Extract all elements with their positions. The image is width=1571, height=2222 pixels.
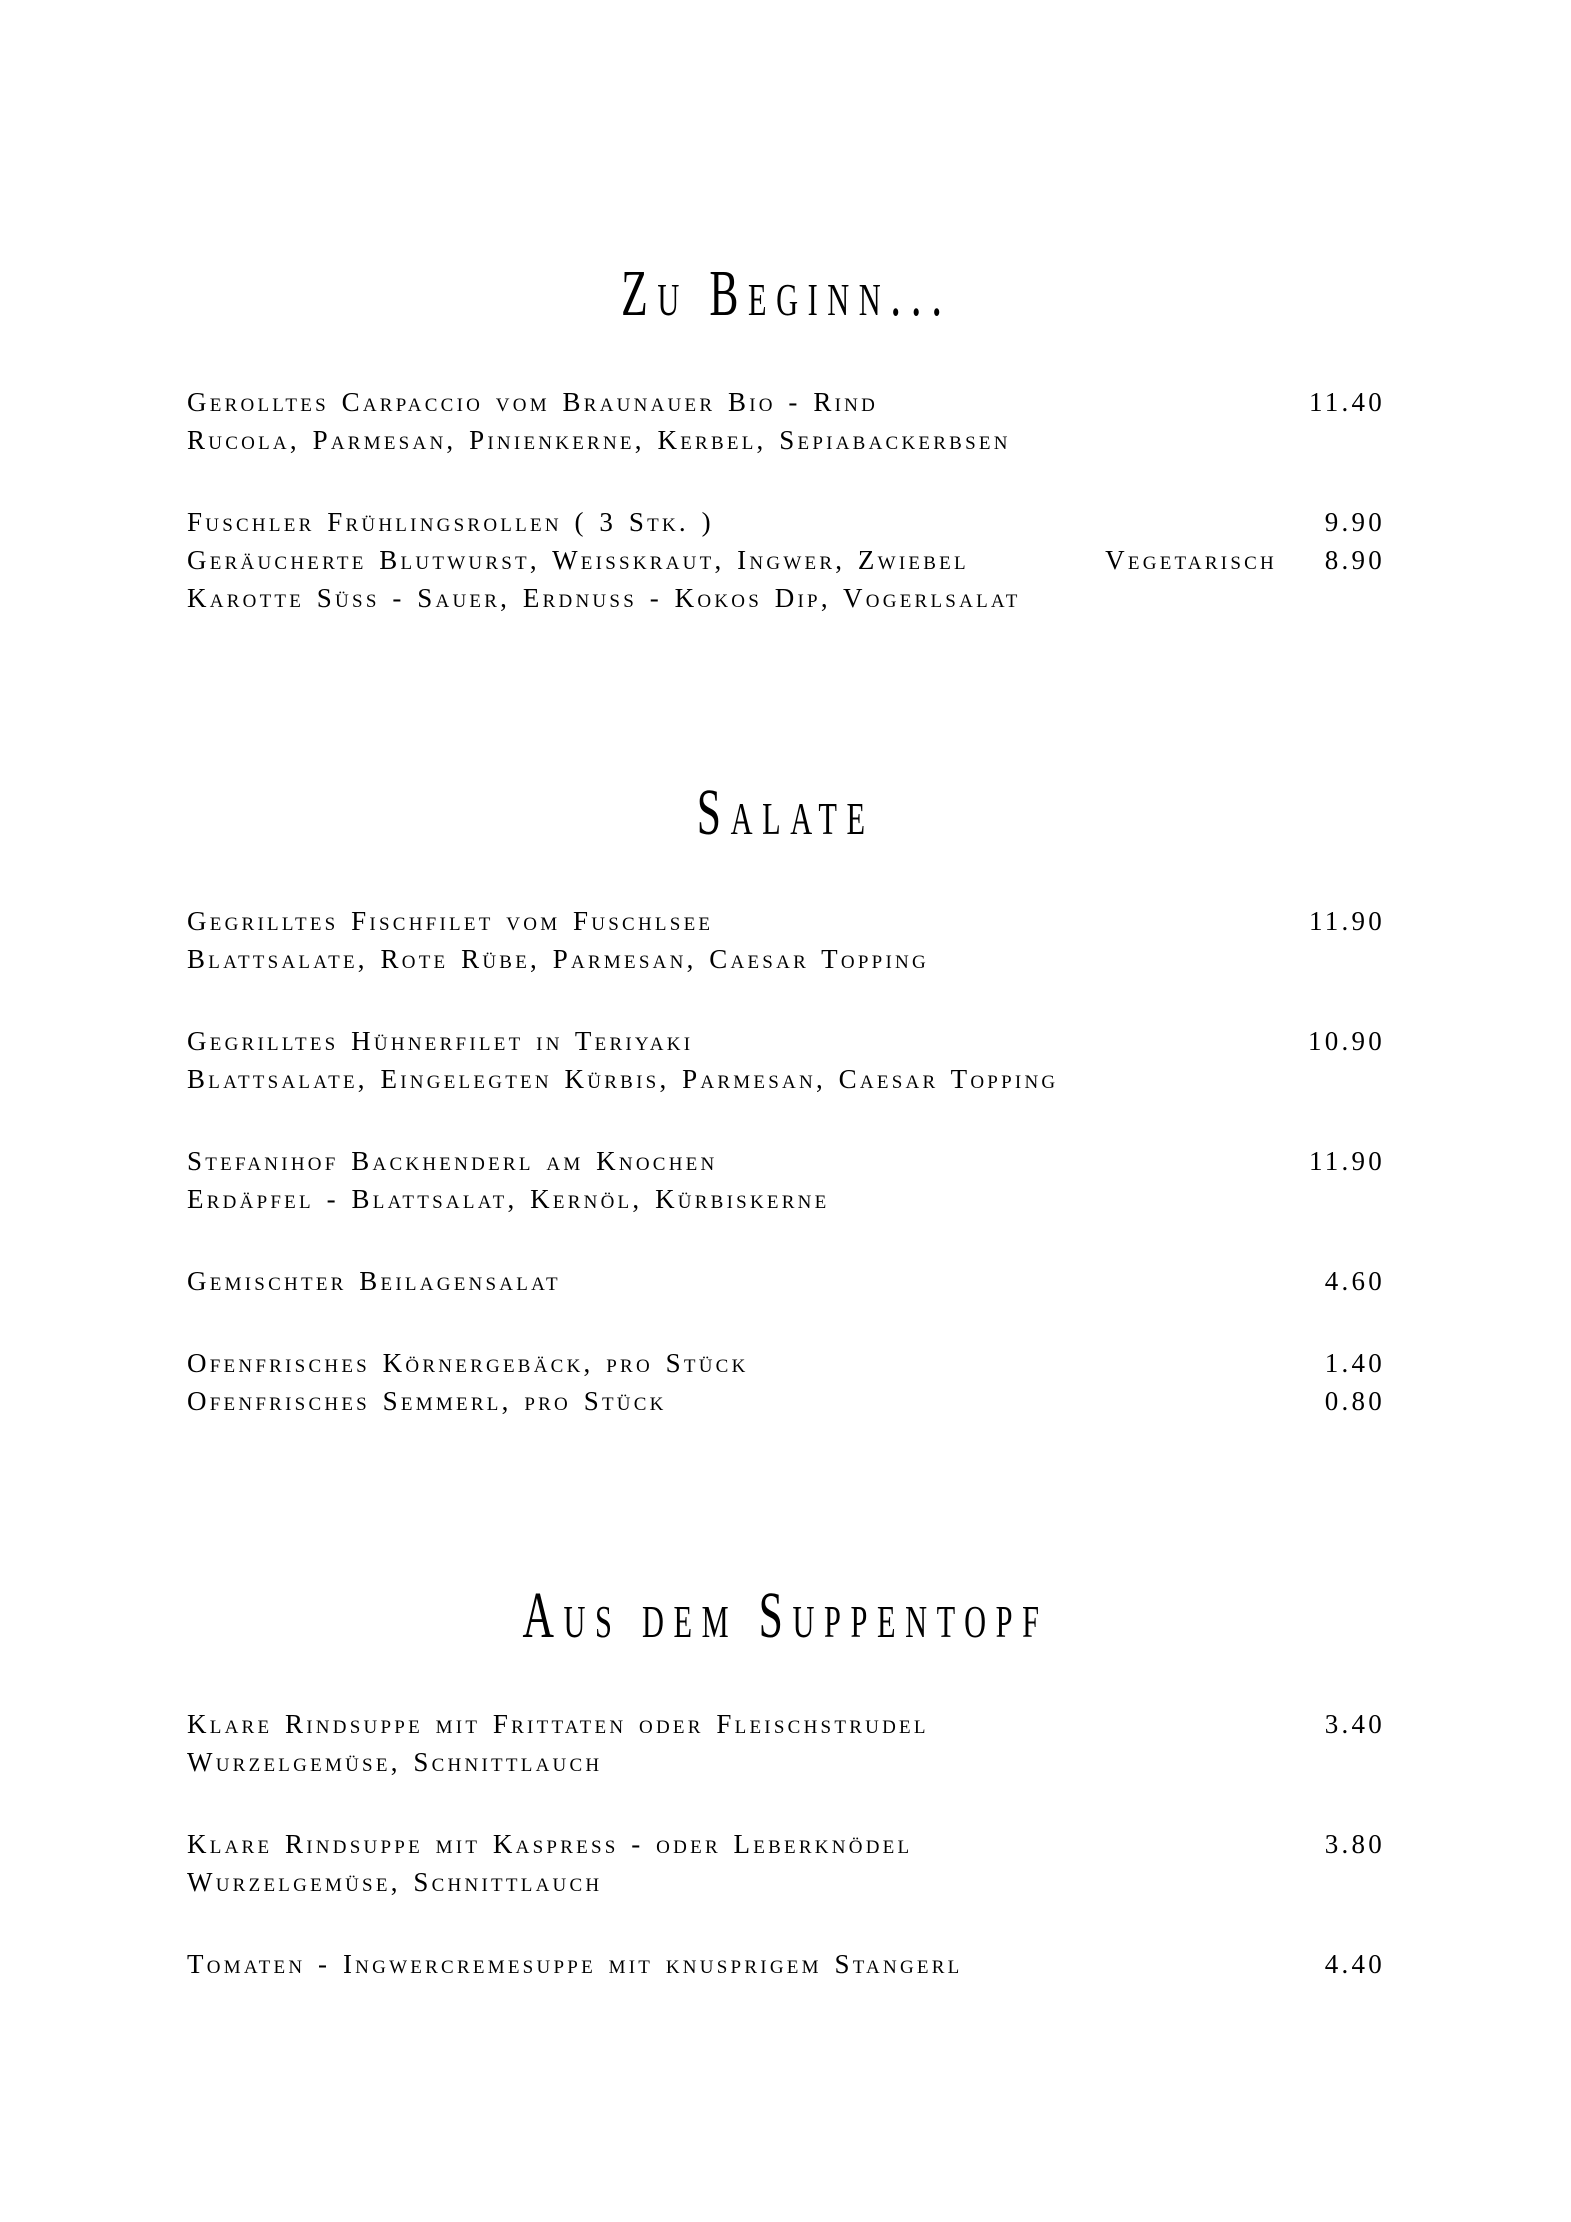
- menu-item-row: [187, 1180, 1385, 1218]
- menu-item-row: [187, 1262, 1385, 1300]
- menu-item-row: [187, 1945, 1385, 1983]
- menu-item-name: Klare Rindsuppe mit Kaspress - oder Leberknödel: [187, 1829, 913, 1859]
- menu-item-row: [187, 579, 1385, 617]
- section-title: [187, 257, 1385, 330]
- menu-item-row: [187, 940, 1385, 978]
- menu-item-tomatensuppe: [187, 1945, 1385, 1983]
- menu-item-name: Klare Rindsuppe mit Frittaten oder Fleischstrudel: [187, 1709, 929, 1739]
- menu-item-description: Rucola, Parmesan, Pinienkerne, Kerbel, Sepiabackerbsen: [187, 425, 1011, 455]
- menu-item-huehnerfilet: [187, 1022, 1385, 1098]
- menu-item-description: Blattsalate, Rote Rübe, Parmesan, Caesar Topping: [187, 944, 929, 974]
- menu-item-row: [187, 1022, 1385, 1060]
- menu-item-fischfilet: [187, 902, 1385, 978]
- menu-item-price: 0.80: [1324, 1386, 1385, 1416]
- section-title: [187, 776, 1385, 849]
- menu-item-row: [187, 1382, 1385, 1420]
- menu-item-price: 4.40: [1324, 1949, 1385, 1979]
- menu-item-note: Vegetarisch: [1105, 545, 1277, 575]
- menu-item-carpaccio: [187, 383, 1385, 459]
- menu-item-price: 11.40: [1309, 387, 1385, 417]
- menu-item-gebaeck: [187, 1344, 1385, 1420]
- menu-item-row: [187, 1863, 1385, 1901]
- menu-item-name: Ofenfrisches Körnergebäck, pro Stück: [187, 1348, 749, 1378]
- menu-item-row: [187, 1060, 1385, 1098]
- menu-item-row: [187, 1344, 1385, 1382]
- menu-item-price: 11.90: [1309, 1146, 1385, 1176]
- menu-item-price: 3.80: [1324, 1829, 1385, 1859]
- menu-item-backhenderl: [187, 1142, 1385, 1218]
- menu-item-name: Fuschler Frühlingsrollen ( 3 Stk. ): [187, 507, 714, 537]
- menu-item-beilagensalat: [187, 1262, 1385, 1300]
- menu-item-row: [187, 1825, 1385, 1863]
- menu-item-name: Gerolltes Carpaccio vom Braunauer Bio - Rind: [187, 387, 879, 417]
- menu-section-salate: [187, 776, 1385, 1420]
- menu-item-description: Wurzelgemüse, Schnittlauch: [187, 1867, 603, 1897]
- menu-item-name: Gegrilltes Hühnerfilet in Teriyaki: [187, 1026, 694, 1056]
- menu-item-name: Stefanihof Backhenderl am Knochen: [187, 1146, 718, 1176]
- menu-item-row: [187, 421, 1385, 459]
- menu-item-price: 8.90: [1324, 545, 1385, 575]
- menu-item-price: 4.60: [1324, 1266, 1385, 1296]
- menu-item-price: 10.90: [1308, 1026, 1385, 1056]
- menu-item-price: 1.40: [1324, 1348, 1385, 1378]
- menu-item-name: Gegrilltes Fischfilet vom Fuschlsee: [187, 906, 714, 936]
- menu-item-description: Blattsalate, Eingelegten Kürbis, Parmesan, Caesar Topping: [187, 1064, 1059, 1094]
- menu-item-name: Gemischter Beilagensalat: [187, 1266, 561, 1296]
- menu-item-description: Karotte Süss - Sauer, Erdnuss - Kokos Dip, Vogerlsalat: [187, 583, 1021, 613]
- menu-item-description: Wurzelgemüse, Schnittlauch: [187, 1747, 603, 1777]
- menu-item-price: 9.90: [1324, 507, 1385, 537]
- menu-item-description: Erdäpfel - Blattsalat, Kernöl, Kürbiskerne: [187, 1184, 830, 1214]
- menu-section-zu-beginn: [187, 257, 1385, 617]
- menu-item-name: Ofenfrisches Semmerl, pro Stück: [187, 1386, 667, 1416]
- menu-section-suppentopf: [187, 1579, 1385, 1983]
- section-title-text: Zu Beginn...: [620, 257, 952, 330]
- menu-item-fruehlingsrollen: [187, 503, 1385, 617]
- menu-item-row: [187, 541, 1385, 579]
- menu-item-row: [187, 902, 1385, 940]
- menu-item-row: [187, 503, 1385, 541]
- menu-item-rindsuppe-frittaten: [187, 1705, 1385, 1781]
- menu-item-row: [187, 383, 1385, 421]
- section-title-text: Salate: [697, 776, 875, 849]
- menu-item-row: [187, 1705, 1385, 1743]
- section-title: [187, 1579, 1385, 1652]
- menu-item-description: Geräucherte Blutwurst, Weisskraut, Ingwer, Zwiebel: [187, 545, 969, 575]
- menu-item-price: 3.40: [1324, 1709, 1385, 1739]
- section-title-text: Aus dem Suppentopf: [522, 1579, 1050, 1652]
- menu-item-rindsuppe-kaspress: [187, 1825, 1385, 1901]
- menu-item-row: [187, 1743, 1385, 1781]
- menu-item-row: [187, 1142, 1385, 1180]
- menu-item-name: Tomaten - Ingwercremesuppe mit knusprigem Stangerl: [187, 1949, 963, 1979]
- menu-item-price: 11.90: [1309, 906, 1385, 936]
